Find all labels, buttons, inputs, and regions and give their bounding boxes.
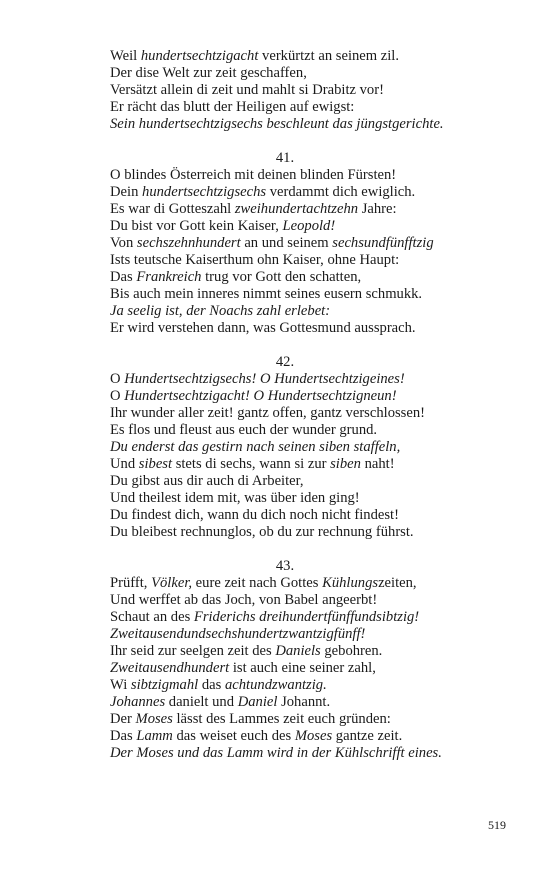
verse-line [110, 592, 460, 609]
text: Und [110, 456, 139, 472]
stanza [110, 150, 460, 337]
italic-text: Johannes [110, 694, 166, 710]
italic-text: Leopold! [282, 218, 336, 234]
italic-text: Zweitausendundsechshundertzwantzigfünff! [110, 626, 366, 642]
italic-text: zweihundertachtzehn [234, 201, 359, 217]
italic-text: Hundertsechtzigacht! [124, 388, 250, 404]
text: das weiset euch des [172, 728, 295, 744]
italic-text: Hundertsechtzigsechs! [124, 371, 257, 387]
text: Ihr wunder aller zeit! gantz offen, gantz verschlossen! [110, 405, 425, 421]
italic-text: sechsundfünfftzig [332, 235, 434, 251]
italic-text: Der Moses und das Lamm wird in der Kühlschrifft eines. [110, 745, 442, 761]
verse-line [110, 252, 460, 269]
text: Ists teutsche Kaiserthum ohn Kaiser, ohne Haupt: [110, 252, 400, 268]
text: das [198, 677, 225, 693]
italic-text: O Hundertsechtzigeines! [260, 371, 405, 387]
italic-text: Moses [135, 711, 173, 727]
text: Jahre: [358, 201, 397, 217]
text: gebohren. [320, 643, 383, 659]
text: Schaut an des [110, 609, 194, 625]
text: Er wird verstehen dann, was Gottesmund aussprach. [110, 320, 416, 336]
italic-text: Daniels [275, 643, 321, 659]
verse-line [110, 660, 460, 677]
verse-line [110, 116, 460, 133]
verse-line [110, 745, 460, 762]
text: lässt des Lammes zeit euch gründen: [172, 711, 391, 727]
text: Es war di Gotteszahl [110, 201, 235, 217]
italic-text: Kühlungs [322, 575, 379, 591]
verse-line [110, 167, 460, 184]
poem-page [110, 48, 460, 779]
text: danielt und [165, 694, 238, 710]
text: zeiten, [378, 575, 417, 591]
stanza [110, 354, 460, 541]
verse-line [110, 48, 460, 65]
text: eure zeit nach Gottes [192, 575, 323, 591]
text: verkürtzt an seinem zil. [258, 48, 400, 64]
stanza-number: 41. [275, 150, 295, 166]
italic-text: Sein hundertsechtzigsechs beschleunt das jüngstgerichte. [110, 116, 444, 132]
verse-line [110, 524, 460, 541]
italic-text: Daniel [237, 694, 278, 710]
text: Du gibst aus dir auch di Arbeiter, [110, 473, 304, 489]
text: Weil [110, 48, 141, 64]
verse-line [110, 490, 460, 507]
italic-text: sechszehnhundert [136, 235, 241, 251]
text: Er rächt das blutt der Heiligen auf ewigst: [110, 99, 355, 115]
text: Und theilest idem mit, was über iden ging! [110, 490, 360, 506]
text: ist auch eine seiner zahl, [229, 660, 376, 676]
text: Von [110, 235, 137, 251]
page-number: 519 [488, 818, 506, 832]
verse-line [110, 711, 460, 728]
italic-text: Zweitausendhundert [110, 660, 230, 676]
italic-text: Du enderst das gestirn nach seinen siben staffeln, [110, 439, 401, 455]
verse-line [110, 82, 460, 99]
italic-text: Frankreich [136, 269, 202, 285]
text: verdammt dich ewiglich. [266, 184, 416, 200]
text: Der dise Welt zur zeit geschaffen, [110, 65, 307, 81]
verse-line [110, 405, 460, 422]
text: stets di sechs, wann si zur [172, 456, 331, 472]
italic-text: O Hundertsechtzigneun! [253, 388, 397, 404]
verse-line [110, 609, 460, 626]
text: trug vor Gott den schatten, [201, 269, 362, 285]
verse-line [110, 694, 460, 711]
stanza-number: 43. [275, 558, 295, 574]
verse-line [110, 388, 460, 405]
verse-line [110, 439, 460, 456]
text: Du bleibest rechnunglos, ob du zur rechnung führst. [110, 524, 414, 540]
text: Das [110, 269, 137, 285]
verse-line [110, 575, 460, 592]
italic-text: Ja seelig ist, der Noachs zahl erlebet: [110, 303, 331, 319]
stanza-number: 42. [275, 354, 295, 370]
verse-line [110, 643, 460, 660]
verse-line [110, 422, 460, 439]
text: Wi [110, 677, 131, 693]
verse-line [110, 201, 460, 218]
italic-text: Moses [294, 728, 333, 744]
text: O [110, 388, 125, 404]
text: Bis auch mein inneres nimmt seines eusern schmukk. [110, 286, 423, 302]
text: naht! [360, 456, 395, 472]
text: O blindes Österreich mit deinen blinden Fürsten! [110, 167, 397, 183]
verse-line [110, 99, 460, 116]
text: Ihr seid zur seelgen zeit des [110, 643, 276, 659]
italic-text: hundertsechtzigsechs [142, 184, 267, 200]
text: Dein [110, 184, 143, 200]
verse-line [110, 65, 460, 82]
italic-text: achtundzwantzig. [224, 677, 327, 693]
italic-text: siben [330, 456, 361, 472]
verse-line [110, 320, 460, 337]
italic-text: sibest [138, 456, 173, 472]
text: an und seinem [240, 235, 333, 251]
text: gantze zeit. [332, 728, 403, 744]
verse-line [110, 456, 460, 473]
verse-line [110, 371, 460, 388]
verse-line [110, 507, 460, 524]
verse-line [110, 677, 460, 694]
verse-line [110, 626, 460, 643]
verse-line [110, 473, 460, 490]
italic-text: Friderichs dreihundertfünffundsibtzig! [193, 609, 420, 625]
italic-text: Lamm [136, 728, 173, 744]
text: Das [110, 728, 137, 744]
verse-line [110, 286, 460, 303]
text: Du findest dich, wann du dich noch nicht findest! [110, 507, 399, 523]
verse-line [110, 235, 460, 252]
verse-line [110, 184, 460, 201]
stanza [110, 48, 460, 133]
text: Der [110, 711, 136, 727]
text: Prüfft, [110, 575, 152, 591]
text: Johannt. [277, 694, 331, 710]
stanza [110, 558, 460, 762]
text: O [110, 371, 125, 387]
verse-line [110, 218, 460, 235]
verse-line [110, 303, 460, 320]
text: Und werffet ab das Joch, von Babel angeerbt! [110, 592, 378, 608]
verse-line [110, 728, 460, 745]
italic-text: hundertsechtzigacht [140, 48, 259, 64]
verse-line [110, 269, 460, 286]
text: Es flos und fleust aus euch der wunder grund. [110, 422, 378, 438]
italic-text: Völker, [151, 575, 193, 591]
text: Versätzt allein di zeit und mahlt si Drabitz vor! [110, 82, 384, 98]
text: Du bist vor Gott kein Kaiser, [110, 218, 283, 234]
italic-text: sibtzigmahl [130, 677, 199, 693]
